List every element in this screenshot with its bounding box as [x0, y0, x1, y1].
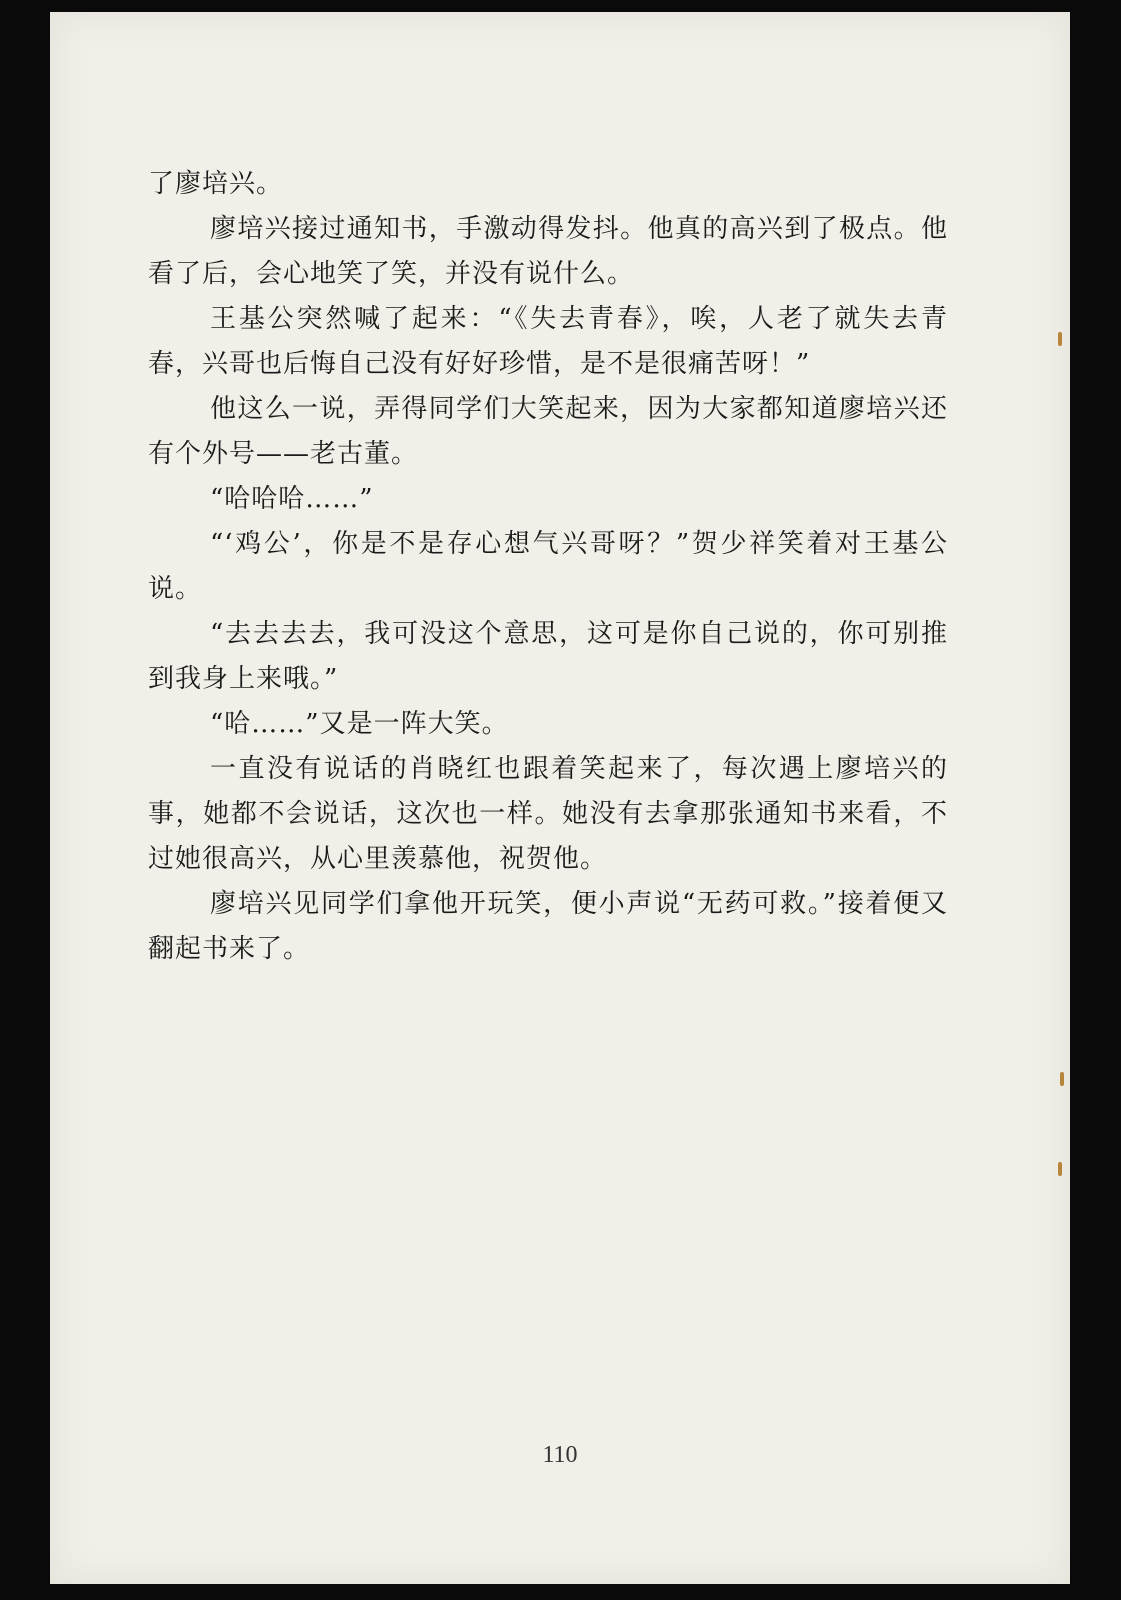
paragraph: 廖培兴见同学们拿他开玩笑，便小声说“无药可救。”接着便又翻起书来了。 — [148, 889, 948, 964]
paragraph: 一直没有说话的肖晓红也跟着笑起来了，每次遇上廖培兴的事，她都不会说话，这次也一样。她没有去拿那张通知书来看，不过她很高兴，从心里羡慕他，祝贺他。 — [148, 754, 948, 874]
paper-stain — [1058, 332, 1062, 346]
page-number: 110 — [542, 1442, 578, 1468]
paper-stain — [1060, 1072, 1064, 1086]
paragraph: 了廖培兴。 — [148, 169, 284, 199]
paragraph: “哈……”又是一阵大笑。 — [210, 709, 509, 739]
paragraph: 廖培兴接过通知书，手激动得发抖。他真的高兴到了极点。他看了后，会心地笑了笑，并没有说什么。 — [148, 214, 948, 289]
page-body-text — [148, 162, 948, 972]
paragraph: 王基公突然喊了起来：“《失去青春》，唉，人老了就失去青春，兴哥也后悔自己没有好好珍惜，是不是很痛苦呀！” — [148, 304, 948, 379]
paragraph: 他这么一说，弄得同学们大笑起来，因为大家都知道廖培兴还有个外号——老古董。 — [148, 394, 948, 469]
paper-stain — [1058, 1162, 1062, 1176]
paragraph: “哈哈哈……” — [210, 484, 374, 514]
paragraph: “去去去去，我可没这个意思，这可是你自己说的，你可别推到我身上来哦。” — [148, 619, 948, 694]
paragraph: “‘鸡公’，你是不是存心想气兴哥呀？”贺少祥笑着对王基公说。 — [148, 529, 948, 604]
book-page — [50, 12, 1070, 1584]
